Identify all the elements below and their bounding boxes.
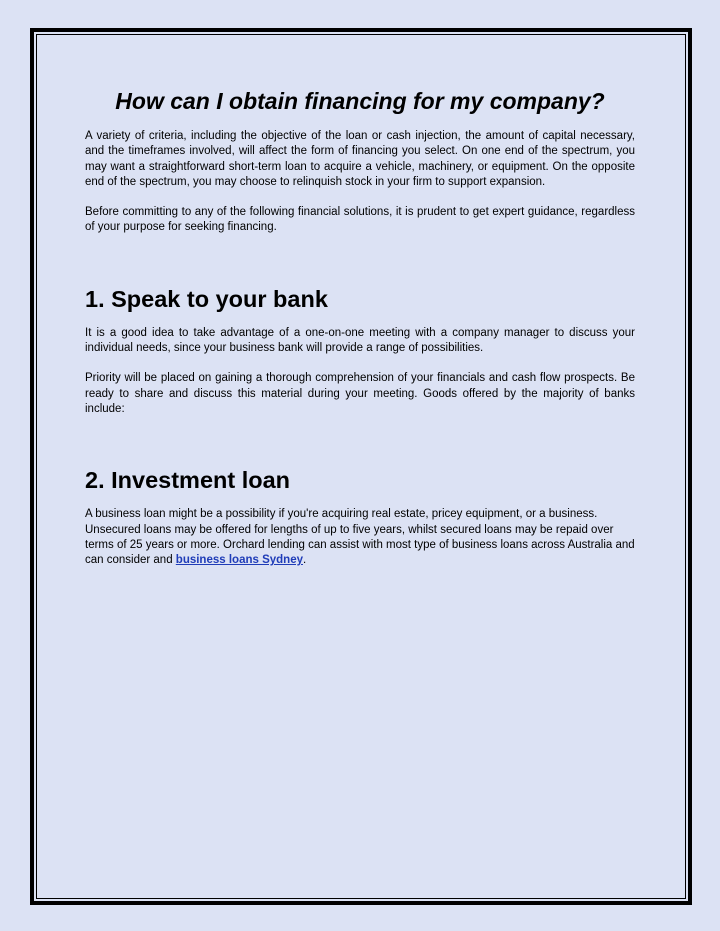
section2-paragraph-end: . <box>302 554 307 567</box>
section1-paragraph-1: It is a good idea to take advantage of a one-on-one meeting with a company manager to discuss your individual needs, since your business bank will provide a range of possibilities. <box>85 326 635 355</box>
section-heading-investment-loan: 2. Investment loan <box>85 467 291 494</box>
page-title: How can I obtain financing for my company? <box>115 88 605 114</box>
section1-paragraph-2: Priority will be placed on gaining a thorough comprehension of your financials and cash flow prospects. Be ready to share and discuss this material during your meeting. Goods offered by the majority of banks include: <box>85 372 635 415</box>
section2-paragraph-1 <box>85 507 635 568</box>
intro-paragraph-1: A variety of criteria, including the objective of the loan or cash injection, the amount of capital necessary, and the timeframes involved, will affect the form of financing you select. On one end of the spectrum, you may want a straightforward short-term loan to acquire a vehicle, machinery, or equipment. On the opposite end of the spectrum, you may choose to relinquish stock in your firm to support expansion. <box>85 130 635 188</box>
section2-paragraph-text: A business loan might be a possibility if you're acquiring real estate, pricey equipment, or a business. Unsecured loans may be offered for lengths of up to five years, whilst secured loans may be repaid over terms of 25 years or more. Orchard lending can assist with most type of business loans across Australia and can consider and <box>85 508 635 567</box>
section-heading-speak-to-bank: 1. Speak to your bank <box>85 285 328 312</box>
intro-paragraph-2: Before committing to any of the following financial solutions, it is prudent to get expert guidance, regardless of your purpose for seeking financing. <box>85 206 635 234</box>
business-loans-sydney-link[interactable]: business loans Sydney <box>175 554 303 567</box>
document-body <box>85 86 635 568</box>
